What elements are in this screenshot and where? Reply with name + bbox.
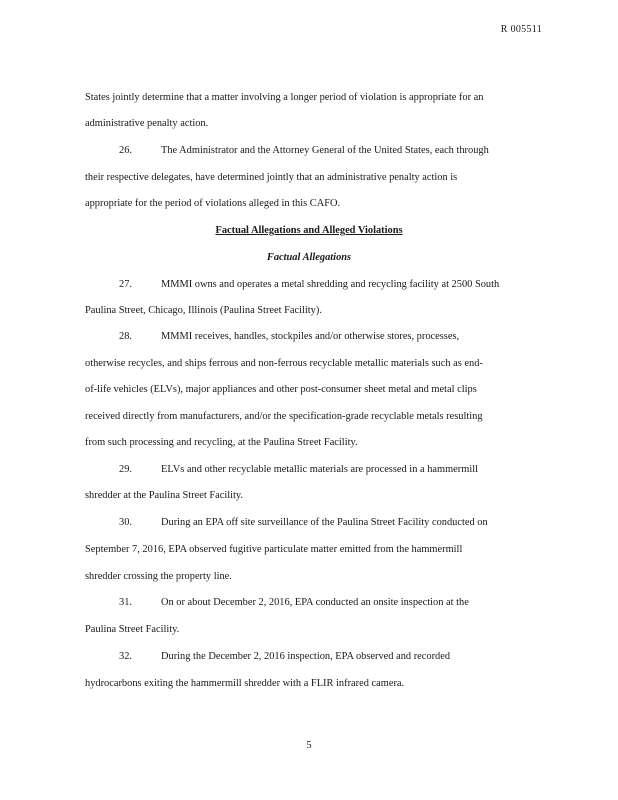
paragraph-26-first-line xyxy=(119,145,489,157)
paragraph-line: received directly from manufacturers, and/or the specification-grade recyclable metals resulting xyxy=(85,411,483,422)
paragraph-27-first-line xyxy=(119,279,499,291)
paragraph-text: On or about December 2, 2016, EPA conducted an onsite inspection at the xyxy=(161,597,469,608)
paragraph-29-first-line xyxy=(119,464,478,476)
paragraph-text: ELVs and other recyclable metallic materials are processed in a hammermill xyxy=(161,464,478,475)
bates-number: R 005511 xyxy=(500,24,542,35)
paragraph-line: shredder at the Paulina Street Facility. xyxy=(85,490,244,501)
paragraph-number: 27. xyxy=(119,279,132,290)
paragraph-line: otherwise recycles, and ships ferrous and non-ferrous recyclable metallic materials such as end- xyxy=(85,358,483,369)
section-heading: Factual Allegations and Alleged Violations xyxy=(215,225,403,236)
paragraph-line: their respective delegates, have determined jointly that an administrative penalty action is xyxy=(85,172,458,183)
paragraph-text: The Administrator and the Attorney General of the United States, each through xyxy=(161,145,489,156)
paragraph-line: appropriate for the period of violations alleged in this CAFO. xyxy=(85,198,341,209)
paragraph-line: of-life vehicles (ELVs), major appliances and other post-consumer sheet metal and metal clips xyxy=(85,384,477,395)
paragraph-28-first-line xyxy=(119,331,459,343)
paragraph-31-first-line xyxy=(119,597,469,609)
paragraph-number: 26. xyxy=(119,145,132,156)
paragraph-line: shredder crossing the property line. xyxy=(85,571,232,582)
intro-line: States jointly determine that a matter involving a longer period of violation is appropriate for an xyxy=(85,92,484,103)
paragraph-number: 28. xyxy=(119,331,132,342)
page-number: 5 xyxy=(306,740,312,751)
paragraph-32-first-line xyxy=(119,651,450,663)
paragraph-text: During the December 2, 2016 inspection, EPA observed and recorded xyxy=(161,651,451,662)
section-subheading: Factual Allegations xyxy=(266,252,352,263)
paragraph-line: Paulina Street, Chicago, Illinois (Paulina Street Facility). xyxy=(85,305,322,316)
intro-line: administrative penalty action. xyxy=(85,118,209,129)
paragraph-line: September 7, 2016, EPA observed fugitive particulate matter emitted from the hammermill xyxy=(85,544,463,555)
paragraph-number: 30. xyxy=(119,517,132,528)
paragraph-text: MMMI owns and operates a metal shredding and recycling facility at 2500 South xyxy=(161,279,500,290)
paragraph-number: 32. xyxy=(119,651,132,662)
paragraph-text: During an EPA off site surveillance of the Paulina Street Facility conducted on xyxy=(161,517,488,528)
paragraph-line: Paulina Street Facility. xyxy=(85,624,180,635)
paragraph-line: from such processing and recycling, at the Paulina Street Facility. xyxy=(85,437,358,448)
paragraph-number: 29. xyxy=(119,464,132,475)
paragraph-line: hydrocarbons exiting the hammermill shredder with a FLIR infrared camera. xyxy=(85,678,405,689)
paragraph-30-first-line xyxy=(119,517,488,529)
paragraph-number: 31. xyxy=(119,597,132,608)
paragraph-text: MMMI receives, handles, stockpiles and/or otherwise stores, processes, xyxy=(161,331,460,342)
